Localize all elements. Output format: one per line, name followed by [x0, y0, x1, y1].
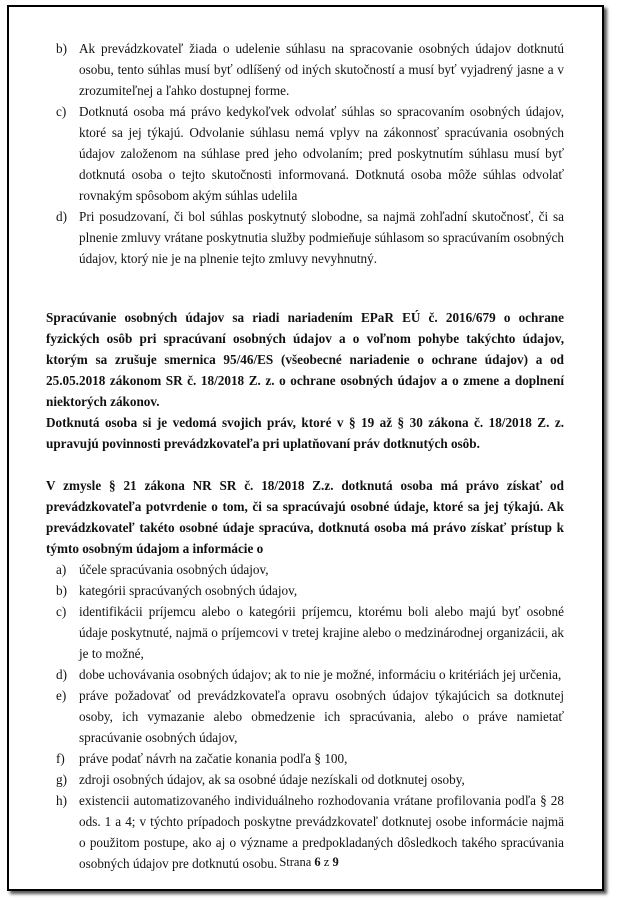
document-body: [46, 38, 564, 874]
list-marker: d): [56, 209, 67, 224]
list-text: Dotknutá osoba má právo kedykoľvek odvolať súhlas so spracovaním osobných údajov, ktoré sa jej týkajú. Odvolanie súhlasu nemá vplyv na zákonnosť spracúvania osobných údajov založenom na súhlase pred jeho odvolaním; pred poskytnutím súhlasu musí byť dotknutá osoba o tejto skutočnosti informovaná. Dotknutá osoba môže súhlas odvolať rovnakým spôsobom akým súhlas udelila: [79, 104, 564, 203]
list-item: [46, 664, 564, 685]
rights-paragraph: Dotknutá osoba si je vedomá svojich práv, ktoré v § 19 až § 30 zákona č. 18/2018 Z. z. upravujú povinnosti prevádzkovateľa pri uplatňovaní práv dotknutých osôb.: [46, 415, 564, 451]
footer-prefix: Strana: [279, 855, 315, 869]
list-item: [46, 38, 564, 101]
list-text: práve podať návrh na začatie konania podľa § 100,: [79, 751, 348, 766]
consent-list: [46, 38, 564, 269]
list-marker: f): [56, 751, 65, 766]
page-total: 9: [332, 855, 339, 869]
list-item: [46, 601, 564, 664]
list-item: [46, 101, 564, 206]
list-item: [46, 206, 564, 269]
list-item: [46, 685, 564, 748]
list-marker: e): [56, 688, 67, 703]
list-marker: c): [56, 604, 67, 619]
list-item: [46, 748, 564, 769]
list-marker: g): [56, 772, 67, 787]
list-text: zdroji osobných údajov, ak sa osobné údaje nezískali od dotknutej osoby,: [79, 772, 465, 787]
list-text: Pri posudzovaní, či bol súhlas poskytnutý slobodne, sa najmä zohľadní skutočnosť, či sa plnenie zmluvy vrátane poskytnutia služby podmieňuje súhlasom so spracúvaním osobných údajov, ktorý nie je na plnenie tejto zmluvy nevyhnutný.: [79, 209, 564, 266]
access-info-list: [46, 559, 564, 874]
list-marker: h): [56, 793, 67, 808]
list-text: dobe uchovávania osobných údajov; ak to nie je možné, informáciu o kritériách jej určenia,: [79, 667, 562, 682]
list-marker: d): [56, 667, 67, 682]
list-marker: b): [56, 41, 67, 56]
regulation-paragraph: Spracúvanie osobných údajov sa riadi nariadením EPaR EÚ č. 2016/679 o ochrane fyzických osôb pri spracúvaní osobných údajov a o voľnom pohybe takýchto údajov, ktorým sa zrušuje smernica 95/46/ES (všeobecné nariadenie o ochrane údajov) a od 25.05.2018 zákonom SR č. 18/2018 Z. z. o ochrane osobných údajov a o zmene a doplnení niektorých zákonov.: [46, 310, 564, 409]
list-marker: c): [56, 104, 67, 119]
list-text: identifikácii príjemcu alebo o kategórii príjemcu, ktorému boli alebo majú byť osobné údaje poskytnuté, najmä o príjemcovi v tretej krajine alebo o medzinárodnej organizácii, ak je to možné,: [79, 604, 564, 661]
list-text: práve požadovať od prevádzkovateľa opravu osobných údajov týkajúcich sa dotknutej osoby, ich vymazanie alebo obmedzenie ich spracúvania, alebo o práve namietať spracúvanie osobných údajov,: [79, 688, 564, 745]
page-footer: [0, 855, 618, 870]
list-item: [46, 559, 564, 580]
list-text: účele spracúvania osobných údajov,: [79, 562, 269, 577]
page-number: 6: [314, 855, 321, 869]
list-text: existencii automatizovaného individuálneho rozhodovania vrátane profilovania podľa § 28 ods. 1 a 4; v týchto prípadoch poskytne prevádzkovateľ dotknutej osobe informácie najmä o použitom postupe, ako aj o význame a predpokladaných dôsledkoch takého spracúvania osobných údajov pre dotknutú osobu.: [79, 793, 564, 871]
footer-sep: z: [320, 855, 333, 869]
list-item: [46, 580, 564, 601]
list-item: [46, 769, 564, 790]
list-text: Ak prevádzkovateľ žiada o udelenie súhlasu na spracovanie osobných údajov dotknutú osobu, tento súhlas musí byť odlíšený od iných skutočností a musí byť vyjadrený jasne a v zrozumiteľnej a ľahko dostupnej forme.: [79, 41, 564, 98]
access-right-paragraph: V zmysle § 21 zákona NR SR č. 18/2018 Z.z. dotknutá osoba má právo získať od prevádzkovateľa potvrdenie o tom, či sa spracúvajú osobné údaje, ktoré sa jej týkajú. Ak prevádzkovateľ takéto osobné údaje spracúva, dotknutá osoba má právo získať prístup k týmto osobným údajom a informácie o: [46, 478, 564, 556]
list-marker: b): [56, 583, 67, 598]
list-text: kategórii spracúvaných osobných údajov,: [79, 583, 298, 598]
list-marker: a): [56, 562, 67, 577]
